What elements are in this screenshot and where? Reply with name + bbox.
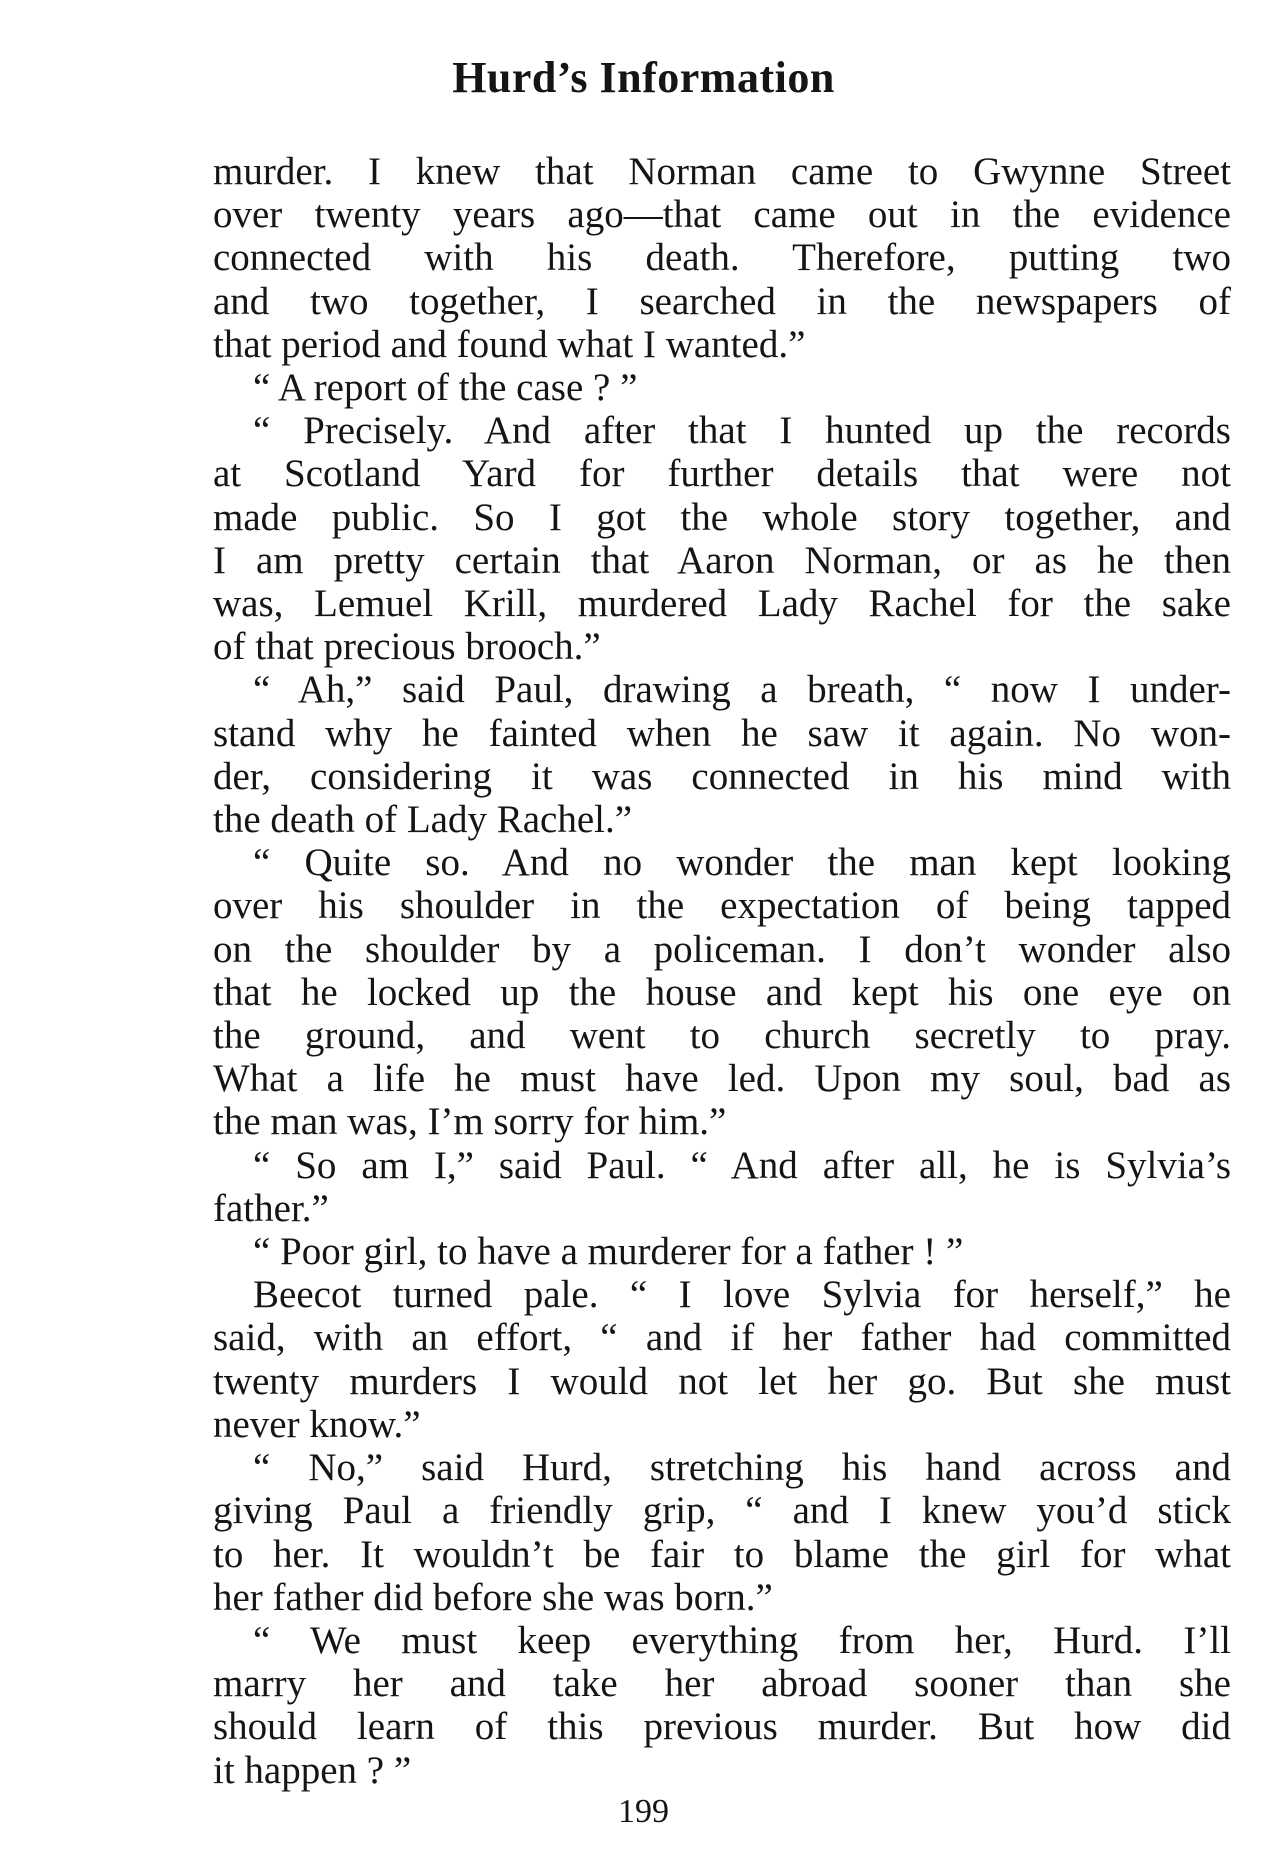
text-line: stand why he fainted when he saw it again. No won- [213, 711, 1231, 755]
text-line: that he locked up the house and kept his one eye on [213, 970, 1231, 1014]
text-line: should learn of this previous murder. But how did [213, 1705, 1231, 1749]
text-line: the death of Lady Rachel.” [213, 798, 633, 842]
text-line: made public. So I got the whole story together, and [213, 495, 1231, 539]
text-line: that period and found what I wanted.” [213, 322, 806, 366]
text-line: of that precious brooch.” [213, 625, 601, 669]
text-line: What a life he must have led. Upon my soul, bad as [213, 1057, 1231, 1101]
text-line: murder. I knew that Norman came to Gwynne Street [213, 150, 1231, 193]
text-line: twenty murders I would not let her go. But she must [213, 1359, 1231, 1403]
text-line: I am pretty certain that Aaron Norman, or as he then [213, 538, 1231, 582]
text-line: and two together, I searched in the newspapers of [213, 279, 1231, 323]
text-line: her father did before she was born.” [213, 1575, 773, 1619]
body-text [213, 150, 1231, 1792]
text-line: over twenty years ago—that came out in the evidence [213, 193, 1231, 237]
text-line: Beecot turned pale. “ I love Sylvia for herself,” he [253, 1273, 1231, 1317]
text-line: der, considering it was connected in his mind with [213, 754, 1231, 798]
text-line: was, Lemuel Krill, murdered Lady Rachel for the sake [213, 582, 1231, 626]
text-line: “ A report of the case ? ” [253, 366, 638, 410]
text-line: connected with his death. Therefore, putting two [213, 236, 1231, 280]
text-line: “ We must keep everything from her, Hurd. I’ll [253, 1618, 1231, 1662]
text-line: “ Precisely. And after that I hunted up the records [253, 409, 1231, 453]
text-line: never know.” [213, 1402, 421, 1446]
text-line: father.” [213, 1186, 329, 1230]
text-line: giving Paul a friendly grip, “ and I knew you’d stick [213, 1489, 1231, 1533]
text-line: “ So am I,” said Paul. “ And after all, he is Sylvia’s [253, 1143, 1231, 1187]
text-line: “ Quite so. And no wonder the man kept looking [253, 841, 1231, 885]
text-line: marry her and take her abroad sooner than she [213, 1662, 1231, 1706]
text-line: to her. It wouldn’t be fair to blame the girl for what [213, 1532, 1231, 1576]
text-line: on the shoulder by a policeman. I don’t wonder also [213, 927, 1231, 971]
text-line: “ Poor girl, to have a murderer for a father ! ” [253, 1230, 964, 1274]
text-line: over his shoulder in the expectation of being tapped [213, 884, 1231, 928]
text-line: the ground, and went to church secretly to pray. [213, 1014, 1231, 1058]
running-head: Hurd’s Information [452, 53, 835, 102]
text-line: the man was, I’m sorry for him.” [213, 1100, 727, 1144]
text-line: said, with an effort, “ and if her father had committed [213, 1316, 1231, 1360]
page-number: 199 [618, 1793, 669, 1830]
text-line: “ No,” said Hurd, stretching his hand across and [253, 1446, 1231, 1490]
text-line: it happen ? ” [213, 1748, 412, 1792]
text-line: “ Ah,” said Paul, drawing a breath, “ now I under- [253, 668, 1231, 712]
text-line: at Scotland Yard for further details that were not [213, 452, 1231, 496]
